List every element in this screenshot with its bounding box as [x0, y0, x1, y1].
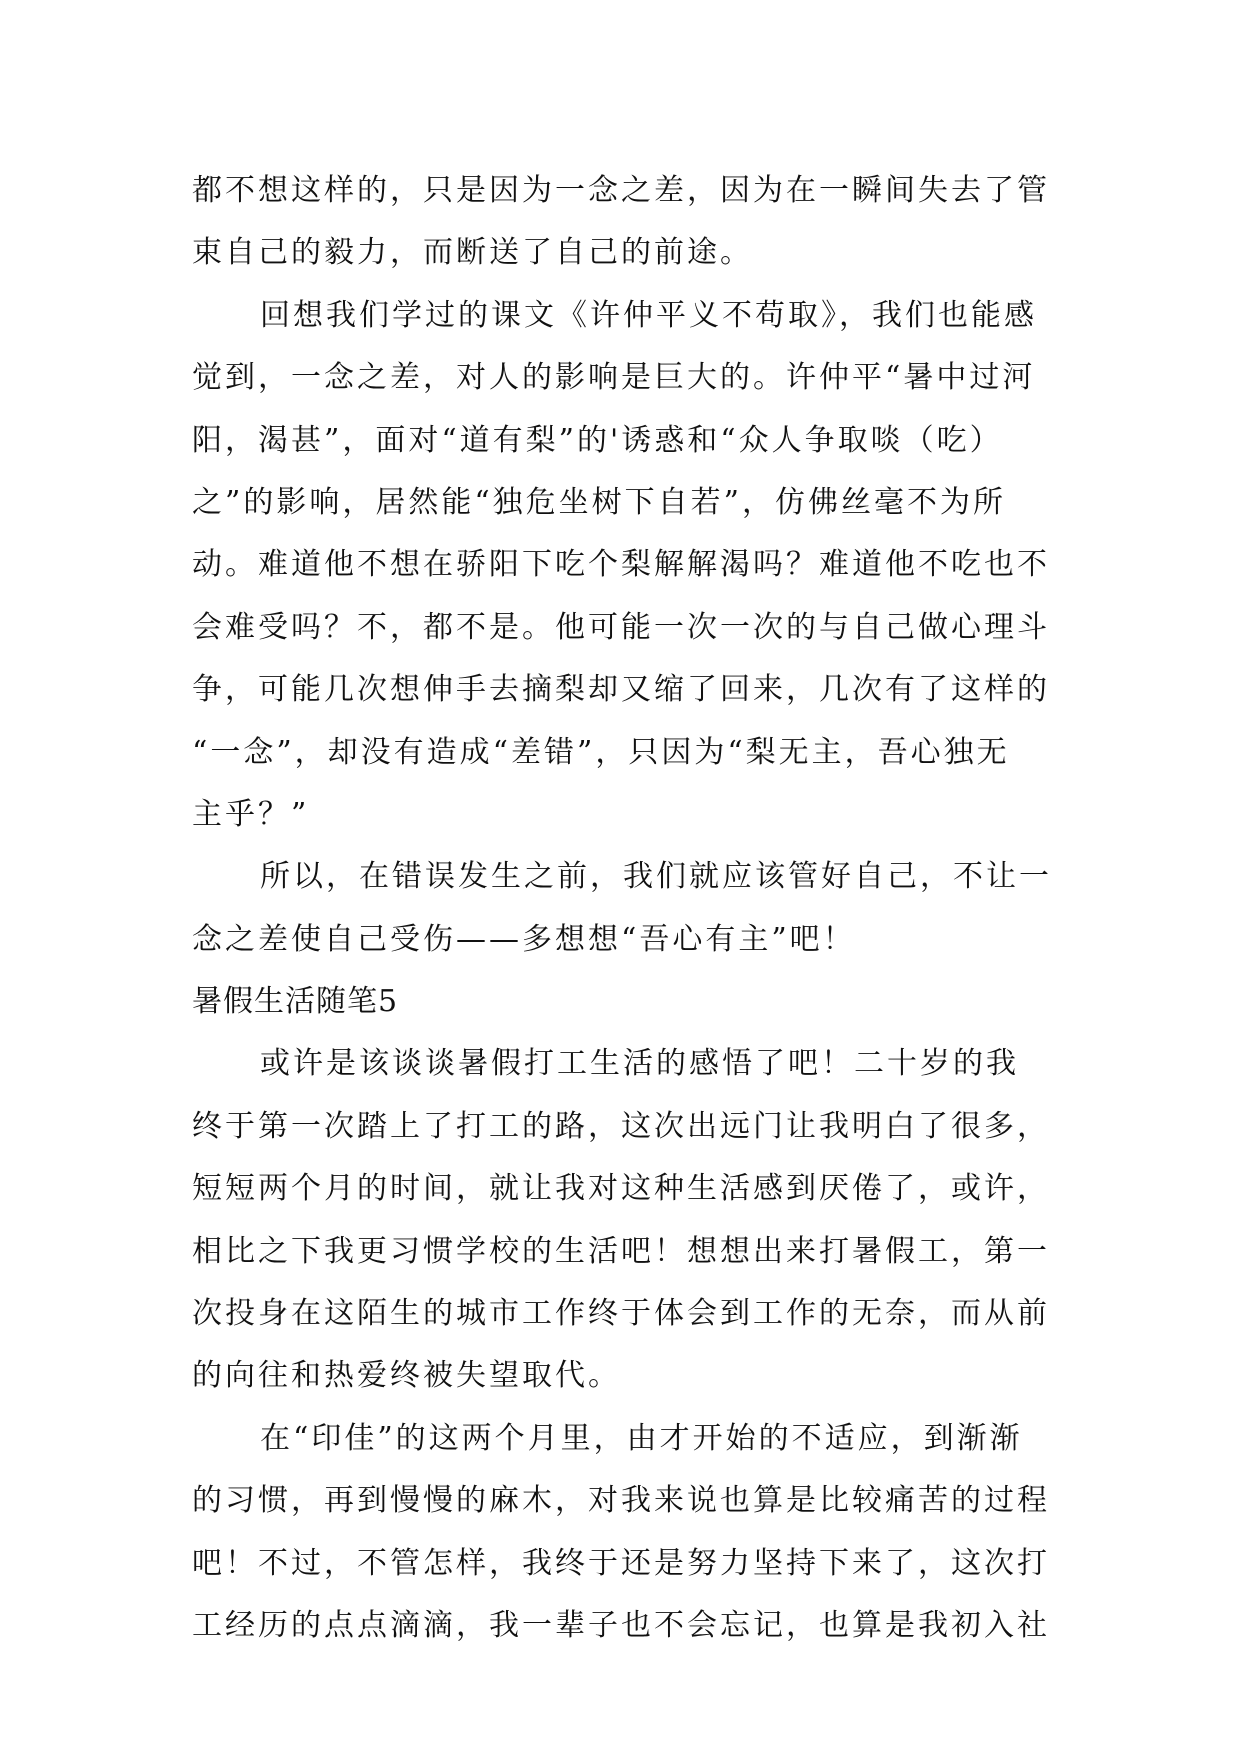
text-line: 短短两个月的时间，就让我对这种生活感到厌倦了，或许，	[192, 1171, 1050, 1207]
paragraph-first-line: 回想我们学过的课文《许仲平义不苟取》，我们也能感	[260, 297, 1037, 333]
text-line: 会难受吗？不，都不是。他可能一次一次的与自己做心理斗	[192, 609, 1050, 645]
text-line: 争，可能几次想伸手去摘梨却又缩了回来，几次有了这样的	[192, 672, 1050, 708]
text-line: 动。难道他不想在骄阳下吃个梨解解渴吗？难道他不吃也不	[192, 547, 1050, 583]
document-body	[192, 160, 1072, 1657]
paragraph-first-line: 或许是该谈谈暑假打工生活的感悟了吧！二十岁的我	[260, 1046, 1019, 1082]
text-line: 束自己的毅力，而断送了自己的前途。	[192, 235, 753, 271]
text-line: 都不想这样的，只是因为一念之差，因为在一瞬间失去了管	[192, 173, 1050, 208]
text-line: 阳，渴甚”，面对“道有梨”的'诱惑和“众人争取啖（吃）	[192, 422, 1003, 458]
text-line: 次投身在这陌生的城市工作终于体会到工作的无奈，而从前	[192, 1296, 1050, 1332]
text-line: 吧！不过，不管怎样，我终于还是努力坚持下来了，这次打	[192, 1545, 1050, 1581]
text-line: 之”的影响，居然能“独危坐树下自若”，仿佛丝毫不为所	[192, 484, 1007, 520]
text-line: 相比之下我更习惯学校的生活吧！想想出来打暑假工，第一	[192, 1233, 1050, 1269]
paragraph-first-line: 所以，在错误发生之前，我们就应该管好自己，不让一	[260, 859, 1052, 895]
text-line: 念之差使自己受伤——多想想“吾心有主”吧！	[192, 921, 856, 957]
section-heading: 暑假生活随笔5	[192, 984, 399, 1020]
paragraph-first-line: 在“印佳”的这两个月里，由才开始的不适应，到渐渐	[260, 1420, 1023, 1456]
text-line: 主乎？”	[192, 796, 310, 832]
text-line: 终于第一次踏上了打工的路，这次出远门让我明白了很多，	[192, 1108, 1050, 1144]
text-line: 觉到，一念之差，对人的影响是巨大的。许仲平“暑中过河	[192, 360, 1036, 396]
text-line: 的习惯，再到慢慢的麻木，对我来说也算是比较痛苦的过程	[192, 1483, 1050, 1519]
text-line: 的向往和热爱终被失望取代。	[192, 1358, 621, 1394]
text-line: 工经历的点点滴滴，我一辈子也不会忘记，也算是我初入社	[192, 1607, 1050, 1643]
text-line: “一念”，却没有造成“差错”，只因为“梨无主，吾心独无	[192, 734, 1010, 770]
